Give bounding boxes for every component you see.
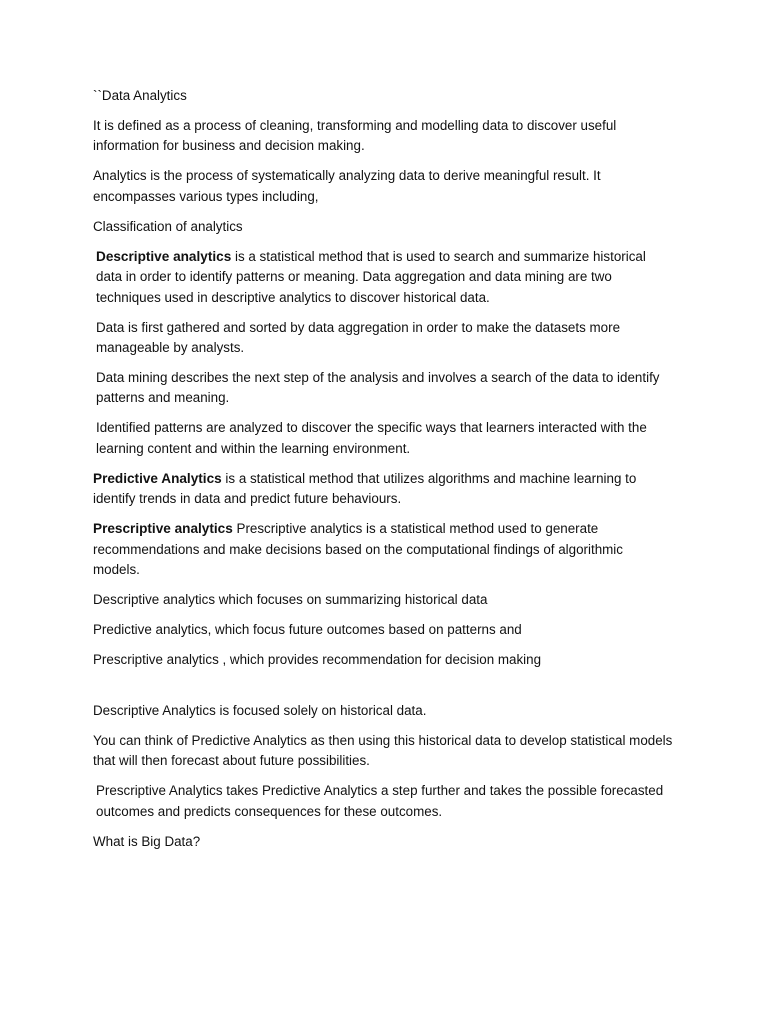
text-predictive: is a statistical method that utilizes algorithms and machine learning to identify trends in data and predict future behaviours. (93, 470, 637, 507)
paragraph-classification: Classification of analytics (93, 218, 243, 234)
paragraph-analytics: Analytics is the process of systematically analyzing data to derive meaningful result. It encompasses various types including, (93, 168, 601, 204)
term-descriptive: Descriptive analytics (96, 248, 232, 264)
term-prescriptive: Prescriptive analytics (93, 521, 233, 537)
document-page (93, 86, 673, 862)
paragraph-pred-think: You can think of Predictive Analytics as then using this historical data to develop statistical models that will then forecast about future possibilities. (93, 733, 673, 769)
paragraph-presc-focus: Prescriptive analytics , which provides recommendation for decision making (93, 652, 542, 668)
paragraph-desc-focus: Descriptive analytics which focuses on summarizing historical data (93, 592, 488, 608)
text-descriptive: is a statistical method that is used to search and summarize historical data in order to identify patterns or meaning. Data aggregation and data mining are two techniques used in descriptive analytics to discover historical data. (96, 248, 646, 305)
paragraph-prescriptive (93, 519, 673, 580)
paragraph-descriptive (93, 247, 673, 308)
term-predictive: Predictive Analytics (93, 470, 222, 486)
paragraph-identified: Identified patterns are analyzed to discover the specific ways that learners interacted with the learning content and within the learning environment. (96, 420, 647, 456)
blank-line (93, 680, 673, 701)
paragraph-aggregation: Data is first gathered and sorted by data aggregation in order to make the datasets more manageable by analysts. (96, 319, 621, 356)
paragraph-big-data: What is Big Data? (93, 833, 201, 849)
paragraph-mining: Data mining describes the next step of the analysis and involves a search of the data to identify patterns and meaning. (96, 370, 660, 406)
paragraph-desc-solely: Descriptive Analytics is focused solely on historical data. (93, 703, 427, 719)
paragraph-presc-further: Prescriptive Analytics takes Predictive Analytics a step further and takes the possible forecasted outcomes and predicts consequences for these outcomes. (96, 783, 664, 819)
paragraph-pred-focus: Predictive analytics, which focus future outcomes based on patterns and (93, 622, 522, 638)
paragraph-predictive (93, 469, 673, 510)
document-heading: ``Data Analytics (93, 88, 187, 103)
text-prescriptive: Prescriptive analytics is a statistical method used to generate recommendations and make decisions based on the computational findings of algorithmic models. (93, 521, 623, 578)
paragraph-definition: It is defined as a process of cleaning, transforming and modelling data to discover useful information for business and decision making. (93, 118, 617, 154)
